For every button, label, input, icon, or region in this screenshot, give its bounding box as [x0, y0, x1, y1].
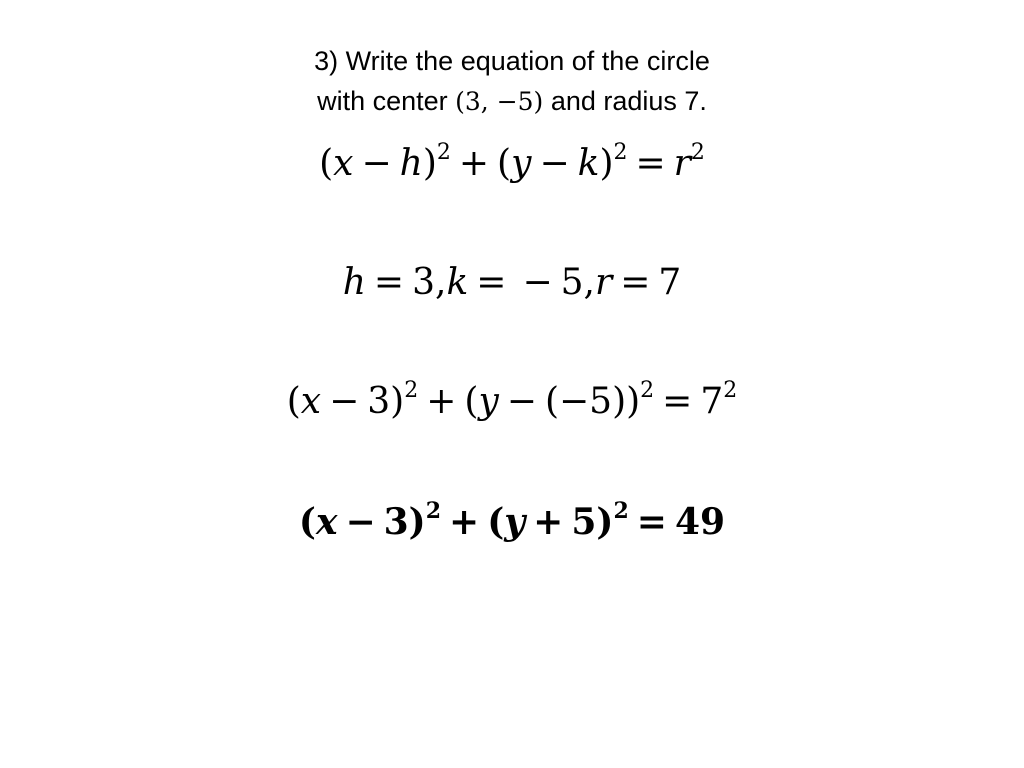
problem-statement-line-1: 3) Write the equation of the circle	[314, 46, 710, 76]
circle-standard-form: $(x - h)^2 + (y - k)^2 = r^2$	[319, 140, 705, 184]
parameter-values: h = 3,k = − 5,r = 7	[342, 262, 682, 303]
substituted-equation: $(x - 3)^2 + (y - (-5))^2 = 7^2$	[286, 378, 738, 422]
final-answer: $(x - 3)^2 + (y + 5)^2 = 49$	[298, 498, 726, 543]
circle-center: (3, −5)	[455, 87, 544, 116]
problem-text-pre: with center	[317, 86, 456, 116]
problem-statement-line-2	[0, 81, 1024, 122]
problem-text-post: and radius 7.	[543, 86, 707, 116]
